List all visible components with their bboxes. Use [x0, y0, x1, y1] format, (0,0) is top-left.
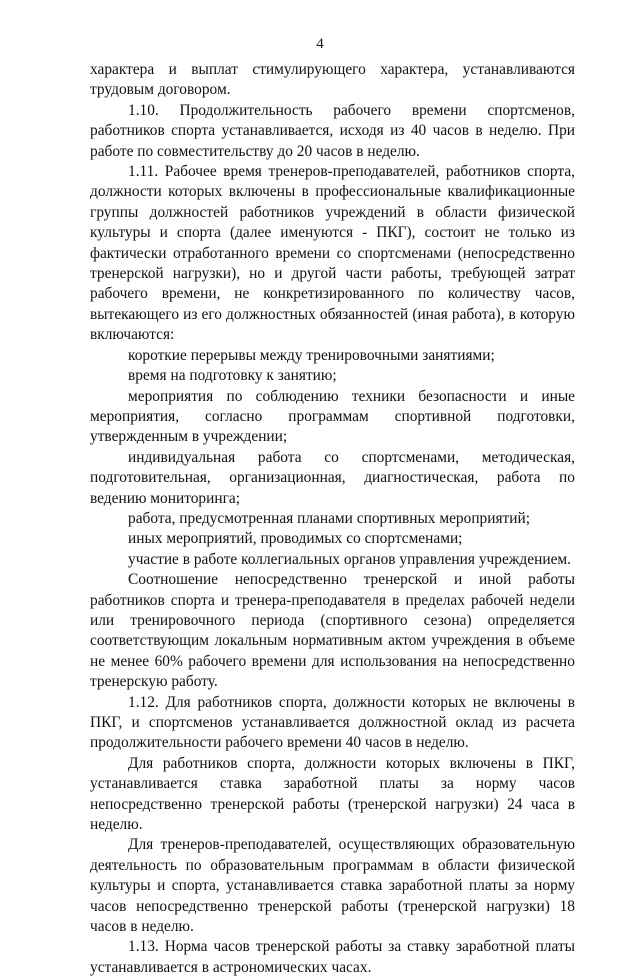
- list-item-collegial-bodies: участие в работе коллегиальных органов управления учреждением.: [128, 550, 571, 568]
- document-body: [90, 60, 575, 978]
- paragraph-1-13: 1.13. Норма часов тренерской работы за ставку заработной платы устанавливается в астрономических часах.: [90, 938, 575, 976]
- paragraph-pkg-rate: Для работников спорта, должности которых включены в ПКГ, устанавливается ставка заработной платы за норму часов непосредственно тренерской работы (тренерской нагрузки) 24 часа в неделю.: [90, 754, 575, 834]
- paragraph-continuation: характера и выплат стимулирующего характера, устанавливаются трудовым договором.: [90, 61, 575, 99]
- list-item-safety-measures: мероприятия по соблюдению техники безопасности и иные мероприятия, согласно программам спортивной подготовки, утвержденным в учреждении;: [90, 387, 575, 446]
- page-number: 4: [316, 36, 324, 52]
- list-item-short-breaks: короткие перерывы между тренировочными занятиями;: [128, 346, 495, 364]
- paragraph-1-11: 1.11. Рабочее время тренеров-преподавателей, работников спорта, должности которых включены в профессиональные квалификационные группы должностей работников учреждений в области физической культуры и спорта (далее именуются - ПКГ), состоит не только из фактически отработанного времени со спортсменами (непосредственно тренерской нагрузки), но и другой части работы, требующей затрат рабочего времени, не конкретизированного по количеству часов, вытекающего из его должностных обязанностей (иная работа), в которую включаются:: [90, 163, 575, 344]
- paragraph-trainers-rate: Для тренеров-преподавателей, осуществляющих образовательную деятельность по образовательным программам в области физической культуры и спорта, устанавливается ставка заработной платы за норму часов непосредственно тренерской работы (тренерской нагрузки) 18 часов в неделю.: [90, 836, 575, 936]
- paragraph-ratio: Соотношение непосредственно тренерской и иной работы работников спорта и тренера-преподавателя в пределах рабочей недели или тренировочного периода (спортивного сезона) определяется соответствующим локальным нормативным актом учреждения в объеме не менее 60% рабочего времени для использования на непосредственно тренерскую работу.: [90, 571, 575, 691]
- list-item-planned-events: работа, предусмотренная планами спортивных мероприятий;: [128, 509, 531, 527]
- list-item-other-events: иных мероприятий, проводимых со спортсменами;: [128, 530, 463, 548]
- paragraph-1-10: 1.10. Продолжительность рабочего времени спортсменов, работников спорта устанавливается, исходя из 40 часов в неделю. При работе по совместительству до 20 часов в неделю.: [90, 101, 575, 160]
- list-item-preparation-time: время на подготовку к занятию;: [128, 367, 337, 385]
- list-item-individual-work: индивидуальная работа со спортсменами, методическая, подготовительная, организационная, диагностическая, работа по ведению мониторинга;: [90, 448, 575, 507]
- paragraph-1-12: 1.12. Для работников спорта, должности которых не включены в ПКГ, и спортсменов устанавливается должностной оклад из расчета продолжительности рабочего времени 40 часов в неделю.: [90, 693, 575, 752]
